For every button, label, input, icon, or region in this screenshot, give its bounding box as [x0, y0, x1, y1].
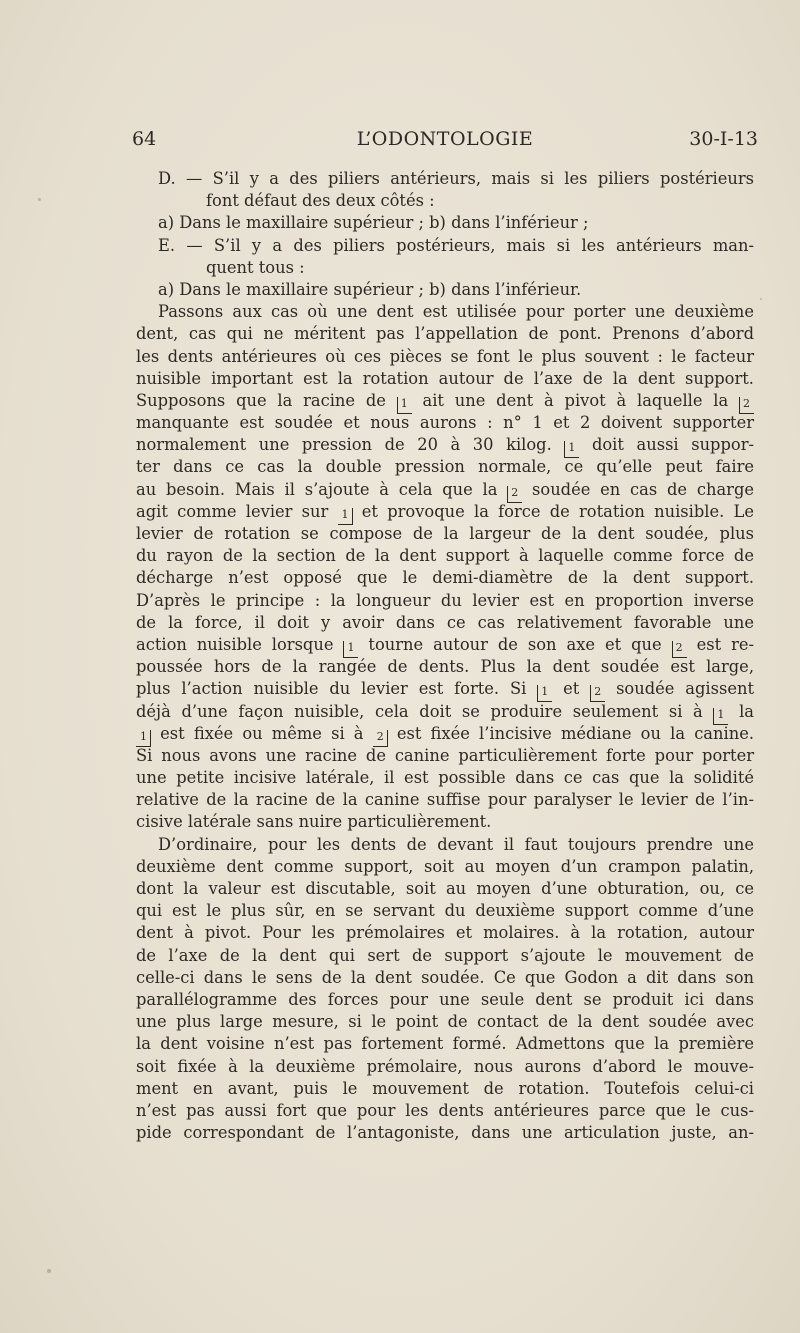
text-run: plus l’action nuisible du levier est forte. Si: [136, 679, 538, 699]
tooth-notation: 1: [136, 730, 151, 747]
text-run: agit comme levier sur: [136, 501, 338, 521]
tooth-notation: 2: [672, 641, 687, 658]
text-line: [136, 634, 754, 656]
page-number: 64: [132, 128, 157, 150]
text-line: [136, 1078, 754, 1100]
text-run: Supposons que la racine de: [136, 390, 397, 410]
text-run: font défaut des deux côtés :: [206, 191, 435, 211]
text-line: [136, 922, 754, 944]
text-run: dent, cas qui ne méritent pas l’appellation de pont. Prenons d’abord: [136, 324, 754, 344]
text-run: au besoin. Mais il s’ajoute à cela que la: [136, 479, 508, 499]
text-run: Passons aux cas où une dent est utilisée pour porter une deuxième: [158, 302, 754, 322]
text-run: et provoque la force de rotation nuisible. Le: [352, 501, 754, 521]
text-run: D’après le principe : la longueur du levier est en proportion inverse: [136, 590, 754, 610]
text-run: D’ordinaire, pour les dents de devant il faut toujours prendre une: [158, 834, 754, 854]
text-run: poussée hors de la rangée de dents. Plus la dent soudée est large,: [136, 657, 754, 677]
text-run: décharge n’est opposé que le demi-diamètre de la dent support.: [136, 568, 754, 588]
text-run: ter dans ce cas la double pression normale, ce qu’elle peut faire: [136, 457, 754, 477]
text-run: doit aussi suppor-: [579, 435, 754, 455]
text-line: [136, 168, 754, 190]
issue-date: 30-I-13: [689, 128, 758, 150]
text-run: une plus large mesure, si le point de contact de la dent soudée avec: [136, 1012, 754, 1032]
text-line: [136, 567, 754, 589]
text-run: soudée agissent: [605, 679, 755, 699]
text-run: déjà d’une façon nuisible, cela doit se produire seulement si à: [136, 701, 714, 721]
text-line: [136, 656, 754, 678]
text-run: les dents antérieures où ces pièces se font le plus souvent : le facteur: [136, 346, 754, 366]
text-line: [136, 1100, 754, 1122]
text-run: soit fixée à la deuxième prémolaire, nous aurons d’abord le mouve-: [136, 1056, 754, 1076]
text-run: a) Dans le maxillaire supérieur ; b) dans l’inférieur.: [158, 279, 582, 299]
text-line: [136, 678, 754, 700]
text-line: [136, 967, 754, 989]
text-line: [136, 856, 754, 878]
text-run: une petite incisive latérale, il est possible dans ce cas que la solidité: [136, 768, 754, 788]
tooth-notation: 2: [373, 730, 388, 747]
text-run: nuisible important est la rotation autour de l’axe de la dent support.: [136, 368, 754, 388]
text-line: [136, 1033, 754, 1055]
paper-speck: [38, 198, 41, 201]
tooth-notation: 1: [713, 708, 728, 725]
text-run: Si nous avons une racine de canine particulièrement forte pour porter: [136, 745, 754, 765]
text-line: [136, 412, 754, 434]
text-run: levier de rotation se compose de la largeur de la dent soudée, plus: [136, 524, 754, 543]
text-run: et: [552, 679, 591, 699]
text-line: [136, 257, 754, 279]
tooth-notation: 2: [739, 397, 754, 414]
text-line: [136, 767, 754, 789]
text-line: [136, 1011, 754, 1033]
text-run: la: [728, 701, 754, 721]
tooth-notation: 1: [537, 685, 552, 702]
text-line: [136, 456, 754, 478]
tooth-notation: 1: [564, 441, 579, 458]
paper-speck: [47, 1269, 51, 1273]
text-run: soudée en cas de charge: [522, 479, 754, 499]
text-run: dont la valeur est discutable, soit au moyen d’une obturation, ou, ce: [136, 879, 754, 898]
text-run: la dent voisine n’est pas fortement formé. Admettons que la première: [136, 1034, 754, 1054]
text-line: [136, 745, 754, 767]
text-run: parallélogramme des forces pour une seule dent se produit ici dans: [136, 989, 754, 1009]
text-line: [136, 390, 754, 412]
text-line: [136, 612, 754, 634]
text-line: [136, 789, 754, 811]
text-line: [136, 545, 754, 567]
running-header: [132, 128, 758, 158]
text-run: relative de la racine de la canine suffise pour paralyser le levier de l’in-: [136, 790, 754, 810]
text-run: cisive latérale sans nuire particulièrement.: [136, 812, 492, 832]
text-line: [136, 834, 754, 856]
text-line: [136, 212, 754, 234]
text-run: D. — S’il y a des piliers antérieurs, mais si les piliers postérieurs: [158, 169, 754, 188]
text-run: tourne autour de son axe et que: [358, 634, 672, 654]
text-line: [136, 590, 754, 612]
text-line: [136, 301, 754, 323]
text-run: est fixée ou même si à: [151, 723, 373, 743]
text-run: de la force, il doit y avoir dans ce cas relativement favorable une: [136, 612, 754, 632]
text-run: de l’axe de la dent qui sert de support s’ajoute le mouvement de: [136, 945, 754, 965]
text-run: est fixée l’incisive médiane ou la canine.: [387, 723, 755, 743]
text-run: dent à pivot. Pour les prémolaires et molaires. à la rotation, autour: [136, 923, 754, 943]
text-run: normalement une pression de 20 à 30 kilog.: [136, 435, 565, 455]
text-run: E. — S’il y a des piliers postérieurs, mais si les antérieurs man-: [158, 235, 754, 255]
text-run: deuxième dent comme support, soit au moyen d’un crampon palatin,: [136, 856, 754, 876]
text-run: est re-: [686, 634, 754, 654]
text-run: manquante est soudée et nous aurons : n° 1 et 2 doivent supporter: [136, 413, 754, 433]
paper-speck: [760, 298, 762, 300]
text-run: quent tous :: [206, 257, 305, 277]
text-line: [136, 701, 754, 723]
tooth-notation: 2: [507, 486, 522, 503]
text-line: [136, 989, 754, 1011]
text-run: action nuisible lorsque: [136, 634, 344, 654]
tooth-notation: 2: [590, 685, 605, 702]
text-run: ment en avant, puis le mouvement de rotation. Toutefois celui-ci: [136, 1078, 754, 1098]
text-line: [136, 368, 754, 390]
text-line: [136, 878, 754, 900]
text-line: [136, 1056, 754, 1078]
text-line: [136, 479, 754, 501]
text-run: celle-ci dans le sens de la dent soudée. Ce que Godon a dit dans son: [136, 967, 754, 987]
text-line: [136, 501, 754, 523]
tooth-notation: 1: [338, 508, 353, 525]
journal-title: L’ODONTOLOGIE: [356, 128, 534, 150]
text-line: [136, 323, 754, 345]
text-run: n’est pas aussi fort que pour les dents antérieures parce que le cus-: [136, 1100, 754, 1120]
text-line: [136, 434, 754, 456]
text-run: du rayon de la section de la dent support à laquelle comme force de: [136, 546, 754, 566]
text-run: a) Dans le maxillaire supérieur ; b) dans l’inférieur ;: [158, 213, 589, 233]
text-run: ait une dent à pivot à laquelle la: [411, 390, 739, 410]
text-line: [136, 900, 754, 922]
article-body: [136, 168, 754, 1144]
tooth-notation: 1: [397, 397, 412, 414]
text-line: [136, 346, 754, 368]
text-line: [136, 1122, 754, 1144]
text-line: [136, 235, 754, 257]
text-line: [136, 279, 754, 301]
text-run: qui est le plus sûr, en se servant du deuxième support comme d’une: [136, 901, 754, 921]
tooth-notation: 1: [343, 641, 358, 658]
text-run: pide correspondant de l’antagoniste, dans une articulation juste, an-: [136, 1123, 754, 1143]
text-line: [136, 190, 754, 212]
text-line: [136, 945, 754, 967]
text-line: [136, 811, 754, 833]
text-line: [136, 723, 754, 745]
text-line: [136, 523, 754, 545]
